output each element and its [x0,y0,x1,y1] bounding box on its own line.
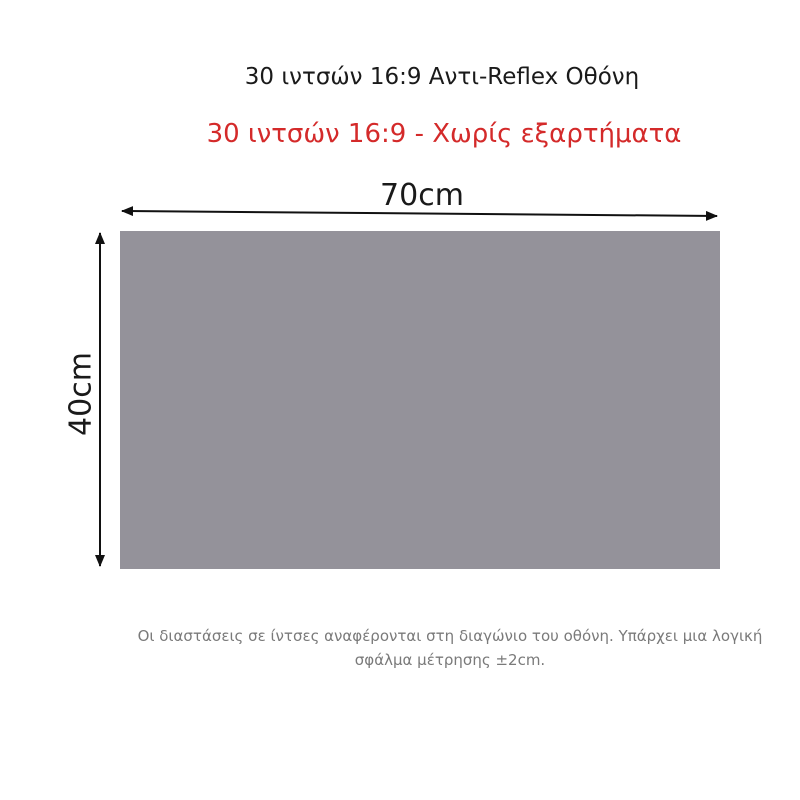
height-dimension-label: 40cm [63,352,99,436]
width-arrow [122,211,717,216]
screen-panel [120,231,720,569]
page-title: 30 ιντσών 16:9 Αντι-Reflex Οθόνη [244,64,640,90]
measurement-note: Οι διαστάσεις σε ίντσες αναφέρονται στη διαγώνιο του οθόνη. Υπάρχει μια λογική σφάλμα μέτρησης ±2cm. [137,627,763,669]
width-dimension-label: 70cm [380,178,464,213]
page-subtitle: 30 ιντσών 16:9 - Χωρίς εξαρτήματα [206,119,682,149]
